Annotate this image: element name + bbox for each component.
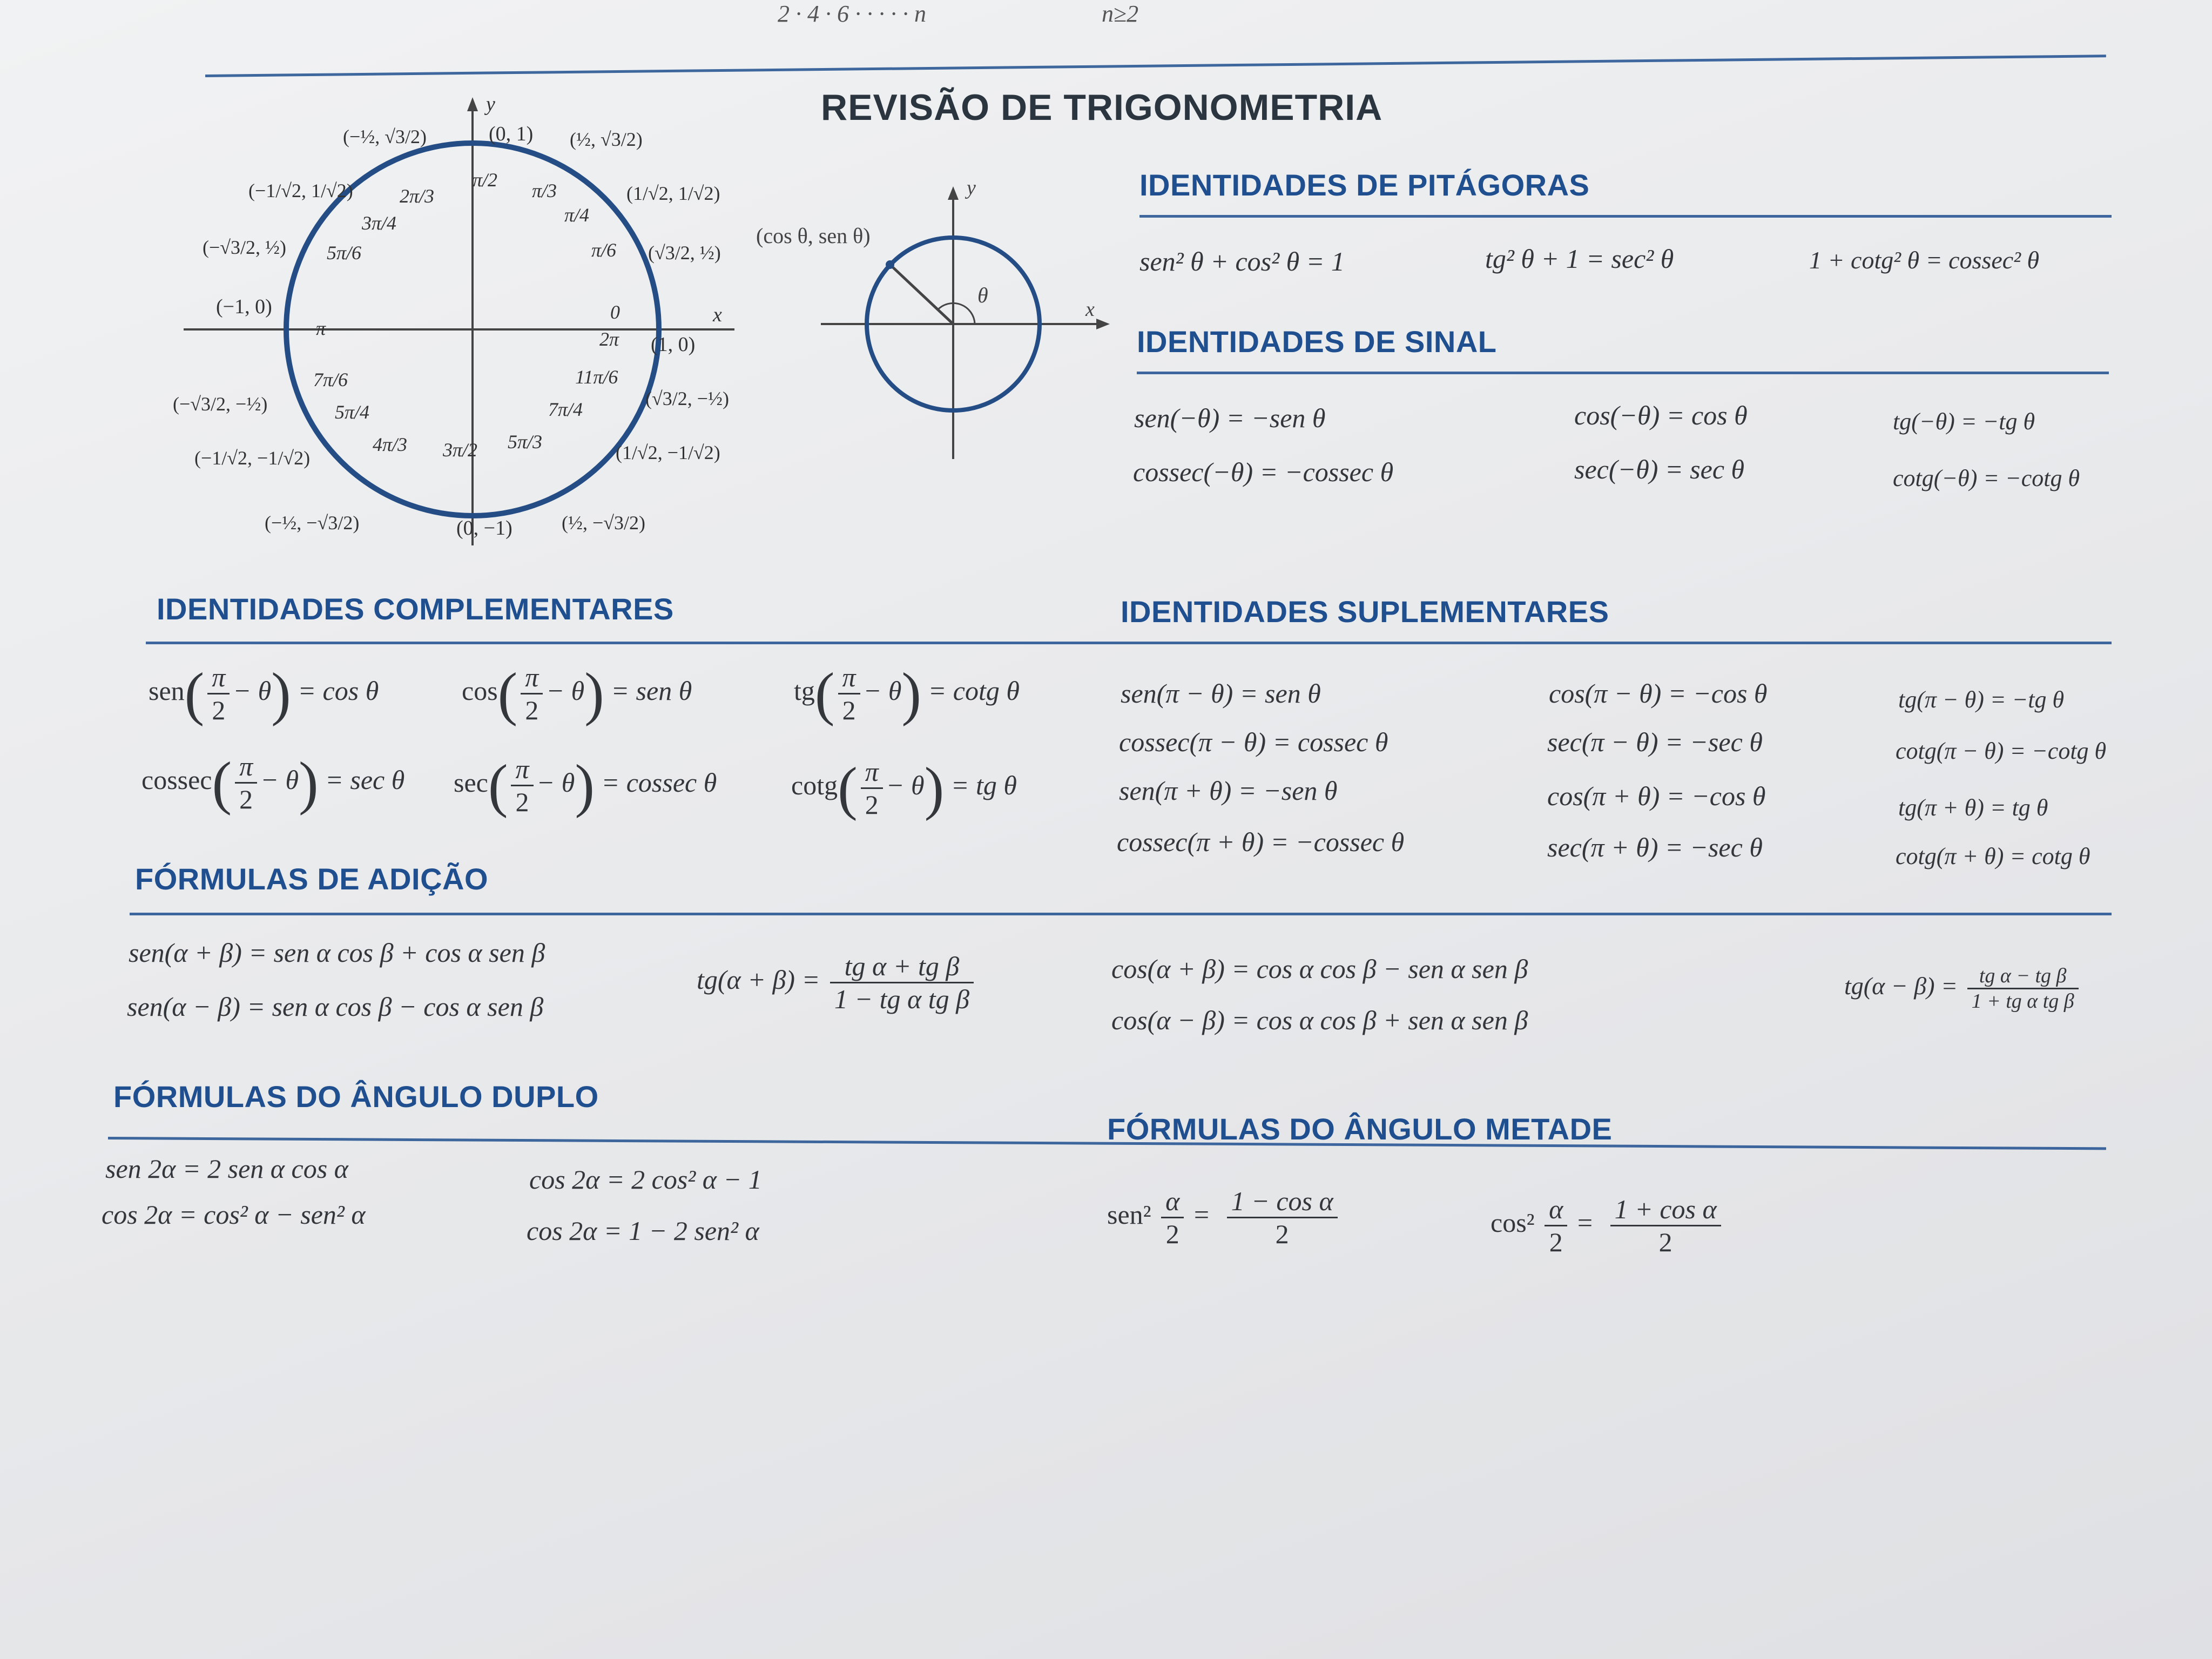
formula-sup-9: tg(π + θ) = tg θ [1898,794,2048,821]
formula-tg-sum: tg(α + β) = $\frac{\text{tg α + tg β}}{\text{1 − tg α tg β}}$ [697,950,977,1015]
point-270: (0, −1) [456,517,512,539]
heading-sinal: IDENTIDADES DE SINAL [1137,325,1497,359]
point-60: (½, √3/2) [570,129,643,150]
formula-tg-diff: tg(α − β) = $\frac{\text{tg α − tg β}}{\text{1 + tg α tg β}}$ [1844,964,2082,1013]
heading-metade: FÓRMULAS DO ÂNGULO METADE [1107,1112,1613,1146]
radius-line [890,265,953,324]
formula-sinal-6: cotg(−θ) = −cotg θ [1893,465,2080,491]
formula-sup-7: sen(π + θ) = −sen θ [1119,775,1338,806]
formula-pitagoras-3: 1 + cotg² θ = cossec² θ [1809,246,2040,274]
formula-sinal-4: cossec(−θ) = −cossec θ [1133,457,1394,487]
formula-sup-5: sec(π − θ) = −sec θ [1547,727,1763,757]
heading-adicao: FÓRMULAS DE ADIÇÃO [135,862,489,896]
heading-duplo: FÓRMULAS DO ÂNGULO DUPLO [113,1080,599,1114]
angle-360: 2π [599,328,619,350]
formula-add-3: cos(α + β) = cos α cos β − sen α sen β [1111,954,1528,984]
point-330: (√3/2, −½) [645,388,730,409]
small-circle-diagram [751,178,1118,470]
formula-sup-4: cossec(π − θ) = cossec θ [1119,727,1388,757]
formula-sinal-2: cos(−θ) = cos θ [1574,400,1748,430]
point-marker [886,260,894,269]
point-90: (0, 1) [489,123,534,145]
rule-sinal [1137,372,2109,374]
heading-suplementares: IDENTIDADES SUPLEMENTARES [1121,595,1609,629]
point-120: (−½, √3/2) [343,126,427,147]
angle-30: π/6 [591,239,617,261]
formula-half-sen: sen² $\frac{\alpha}{2}$ = $\frac{\text{1 − cos α}}{2}$ [1107,1185,1341,1250]
point-315: (1/√2, −1/√2) [616,442,720,463]
formula-add-1: sen(α + β) = sen α cos β + cos α sen β [129,938,545,968]
formula-sup-10: cossec(π + θ) = −cossec θ [1117,827,1405,857]
header-rule [205,55,2106,77]
formula-sup-8: cos(π + θ) = −cos θ [1547,781,1766,811]
formula-sinal-1: sen(−θ) = −sen θ [1134,403,1326,433]
angle-135: 3π/4 [362,212,397,234]
formula-sup-12: cotg(π + θ) = cotg θ [1896,843,2090,869]
heading-complementares: IDENTIDADES COMPLEMENTARES [157,592,674,626]
formula-add-4: cos(α − β) = cos α cos β + sen α sen β [1111,1005,1528,1035]
point-30: (√3/2, ½) [648,242,721,264]
small-point-label: (cos θ, sen θ) [756,224,871,248]
unit-circle-x-label: x [713,304,722,326]
point-45: (1/√2, 1/√2) [626,183,720,204]
formula-comp-5: sec( $\frac{\pi}{2}$ − θ) = cossec θ [454,752,717,819]
formula-comp-4: cossec( $\frac{\pi}{2}$ − θ) = sec θ [141,750,405,816]
heading-pitagoras: IDENTIDADES DE PITÁGORAS [1139,168,1590,202]
point-135: (−1/√2, 1/√2) [248,180,353,201]
formula-sup-3: tg(π − θ) = −tg θ [1898,686,2065,713]
small-angle-label: θ [977,283,988,307]
point-150: (−√3/2, ½) [203,237,287,258]
formula-sinal-3: tg(−θ) = −tg θ [1893,408,2035,435]
formula-sinal-5: sec(−θ) = sec θ [1574,454,1745,484]
rule-adicao [130,913,2112,915]
angle-120: 2π/3 [400,185,435,207]
angle-0: 0 [610,301,620,323]
formula-dup-4: cos 2α = 1 − 2 sen² α [527,1216,759,1246]
angle-315: 7π/4 [548,399,583,420]
formula-comp-3: tg( $\frac{\pi}{2}$ − θ) = cotg θ [794,660,1020,727]
angle-330: 11π/6 [575,366,618,388]
point-225: (−1/√2, −1/√2) [194,447,311,469]
point-240: (−½, −√3/2) [265,512,360,534]
formula-sup-11: sec(π + θ) = −sec θ [1547,832,1763,862]
unit-circle-y-label: y [486,93,495,116]
formula-add-2: sen(α − β) = sen α cos β − cos α sen β [127,992,544,1022]
formula-comp-1: sen( $\frac{\pi}{2}$ − θ) = cos θ [149,660,379,727]
rule-pitagoras [1139,215,2112,218]
formula-sup-2: cos(π − θ) = −cos θ [1549,678,1768,709]
angle-150: 5π/6 [327,242,362,264]
small-x-arrow-icon [1096,319,1110,329]
angle-210: 7π/6 [313,369,348,390]
small-y-label: y [967,178,976,199]
formula-half-cos: cos² $\frac{\alpha}{2}$ = $\frac{\text{1 + cos α}}{2}$ [1491,1193,1724,1258]
point-300: (½, −√3/2) [562,512,646,534]
formula-pitagoras-2: tg² θ + 1 = sec² θ [1485,244,1674,274]
formula-comp-6: cotg( $\frac{\pi}{2}$ − θ) = tg θ [791,755,1017,821]
formula-sup-6: cotg(π − θ) = −cotg θ [1896,738,2107,764]
formula-dup-3: cos 2α = cos² α − sen² α [102,1199,366,1230]
header-sequence: 2 · 4 · 6 · · · · · n [778,1,926,27]
angle-90: π/2 [473,169,498,191]
small-x-label: x [1085,298,1095,321]
angle-60: π/3 [532,180,557,201]
formula-sup-1: sen(π − θ) = sen θ [1121,678,1321,709]
unit-circle-diagram [162,92,778,567]
rule-complementares [146,642,2112,644]
angle-225: 5π/4 [335,401,370,423]
small-y-arrow-icon [948,186,959,200]
angle-180: π [316,318,326,339]
formula-dup-2: cos 2α = 2 cos² α − 1 [529,1164,762,1195]
angle-240: 4π/3 [373,434,408,455]
page-title: REVISÃO DE TRIGONOMETRIA [821,87,1383,128]
y-arrow-icon [467,97,478,111]
header-condition: n≥2 [1102,1,1139,27]
formula-comp-2: cos( $\frac{\pi}{2}$ − θ) = sen θ [462,660,692,727]
angle-300: 5π/3 [508,431,543,453]
point-0: (1, 0) [651,333,696,356]
formula-dup-1: sen 2α = 2 sen α cos α [105,1154,348,1184]
point-210: (−√3/2, −½) [173,393,268,415]
angle-270: 3π/2 [443,439,478,461]
formula-pitagoras-1: sen² θ + cos² θ = 1 [1139,246,1345,276]
angle-45: π/4 [564,204,590,226]
point-180: (−1, 0) [216,295,272,318]
